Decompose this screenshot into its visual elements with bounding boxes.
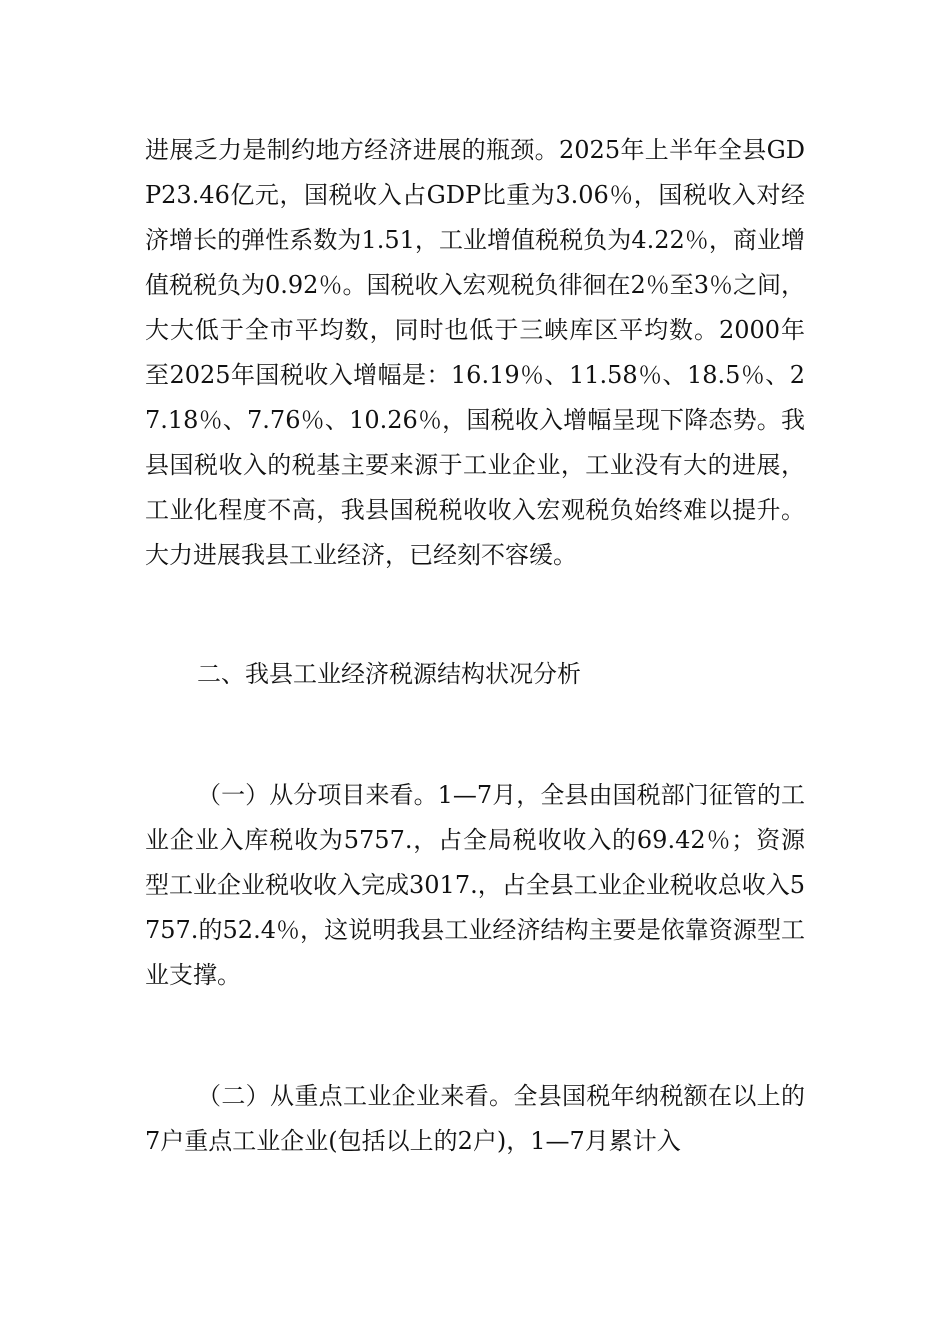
paragraph-spacer <box>145 578 805 652</box>
paragraph-spacer <box>145 697 805 773</box>
body-paragraph-2: （一）从分项目来看。1—7月，全县由国税部门征管的工业企业入库税收为5757.，占全局税收收入的69.42％；资源型工业企业税收收入完成3017.，占全县工业企业税收总收入5757.的52.4％，这说明我县工业经济结构主要是依靠资源型工业支撑。 <box>145 781 805 989</box>
body-paragraph-3: （二）从重点工业企业来看。全县国税年纳税额在以上的7户重点工业企业(包括以上的2户)，1—7月累计入 <box>145 1082 805 1155</box>
body-paragraph-1: 进展乏力是制约地方经济进展的瓶颈。2025年上半年全县GDP23.46亿元，国税收入占GDP比重为3.06％，国税收入对经济增长的弹性系数为1.51，工业增值税税负为4.22％，商业增值税税负为0.92％。国税收入宏观税负徘徊在2％至3％之间，大大低于全市平均数，同时也低于三峡库区平均数。2000年至2025年国税收入增幅是：16.19％、11.58％、18.5％、27.18％、7.76％、10.26％，国税收入增幅呈现下降态势。我县国税收入的税基主要来源于工业企业，工业没有大的进展，工业化程度不高，我县国税税收收入宏观税负始终难以提升。大力进展我县工业经济，已经刻不容缓。 <box>145 136 805 569</box>
section-heading: 二、我县工业经济税源结构状况分析 <box>197 660 581 688</box>
paragraph-spacer <box>145 998 805 1074</box>
document-page <box>145 128 805 1164</box>
